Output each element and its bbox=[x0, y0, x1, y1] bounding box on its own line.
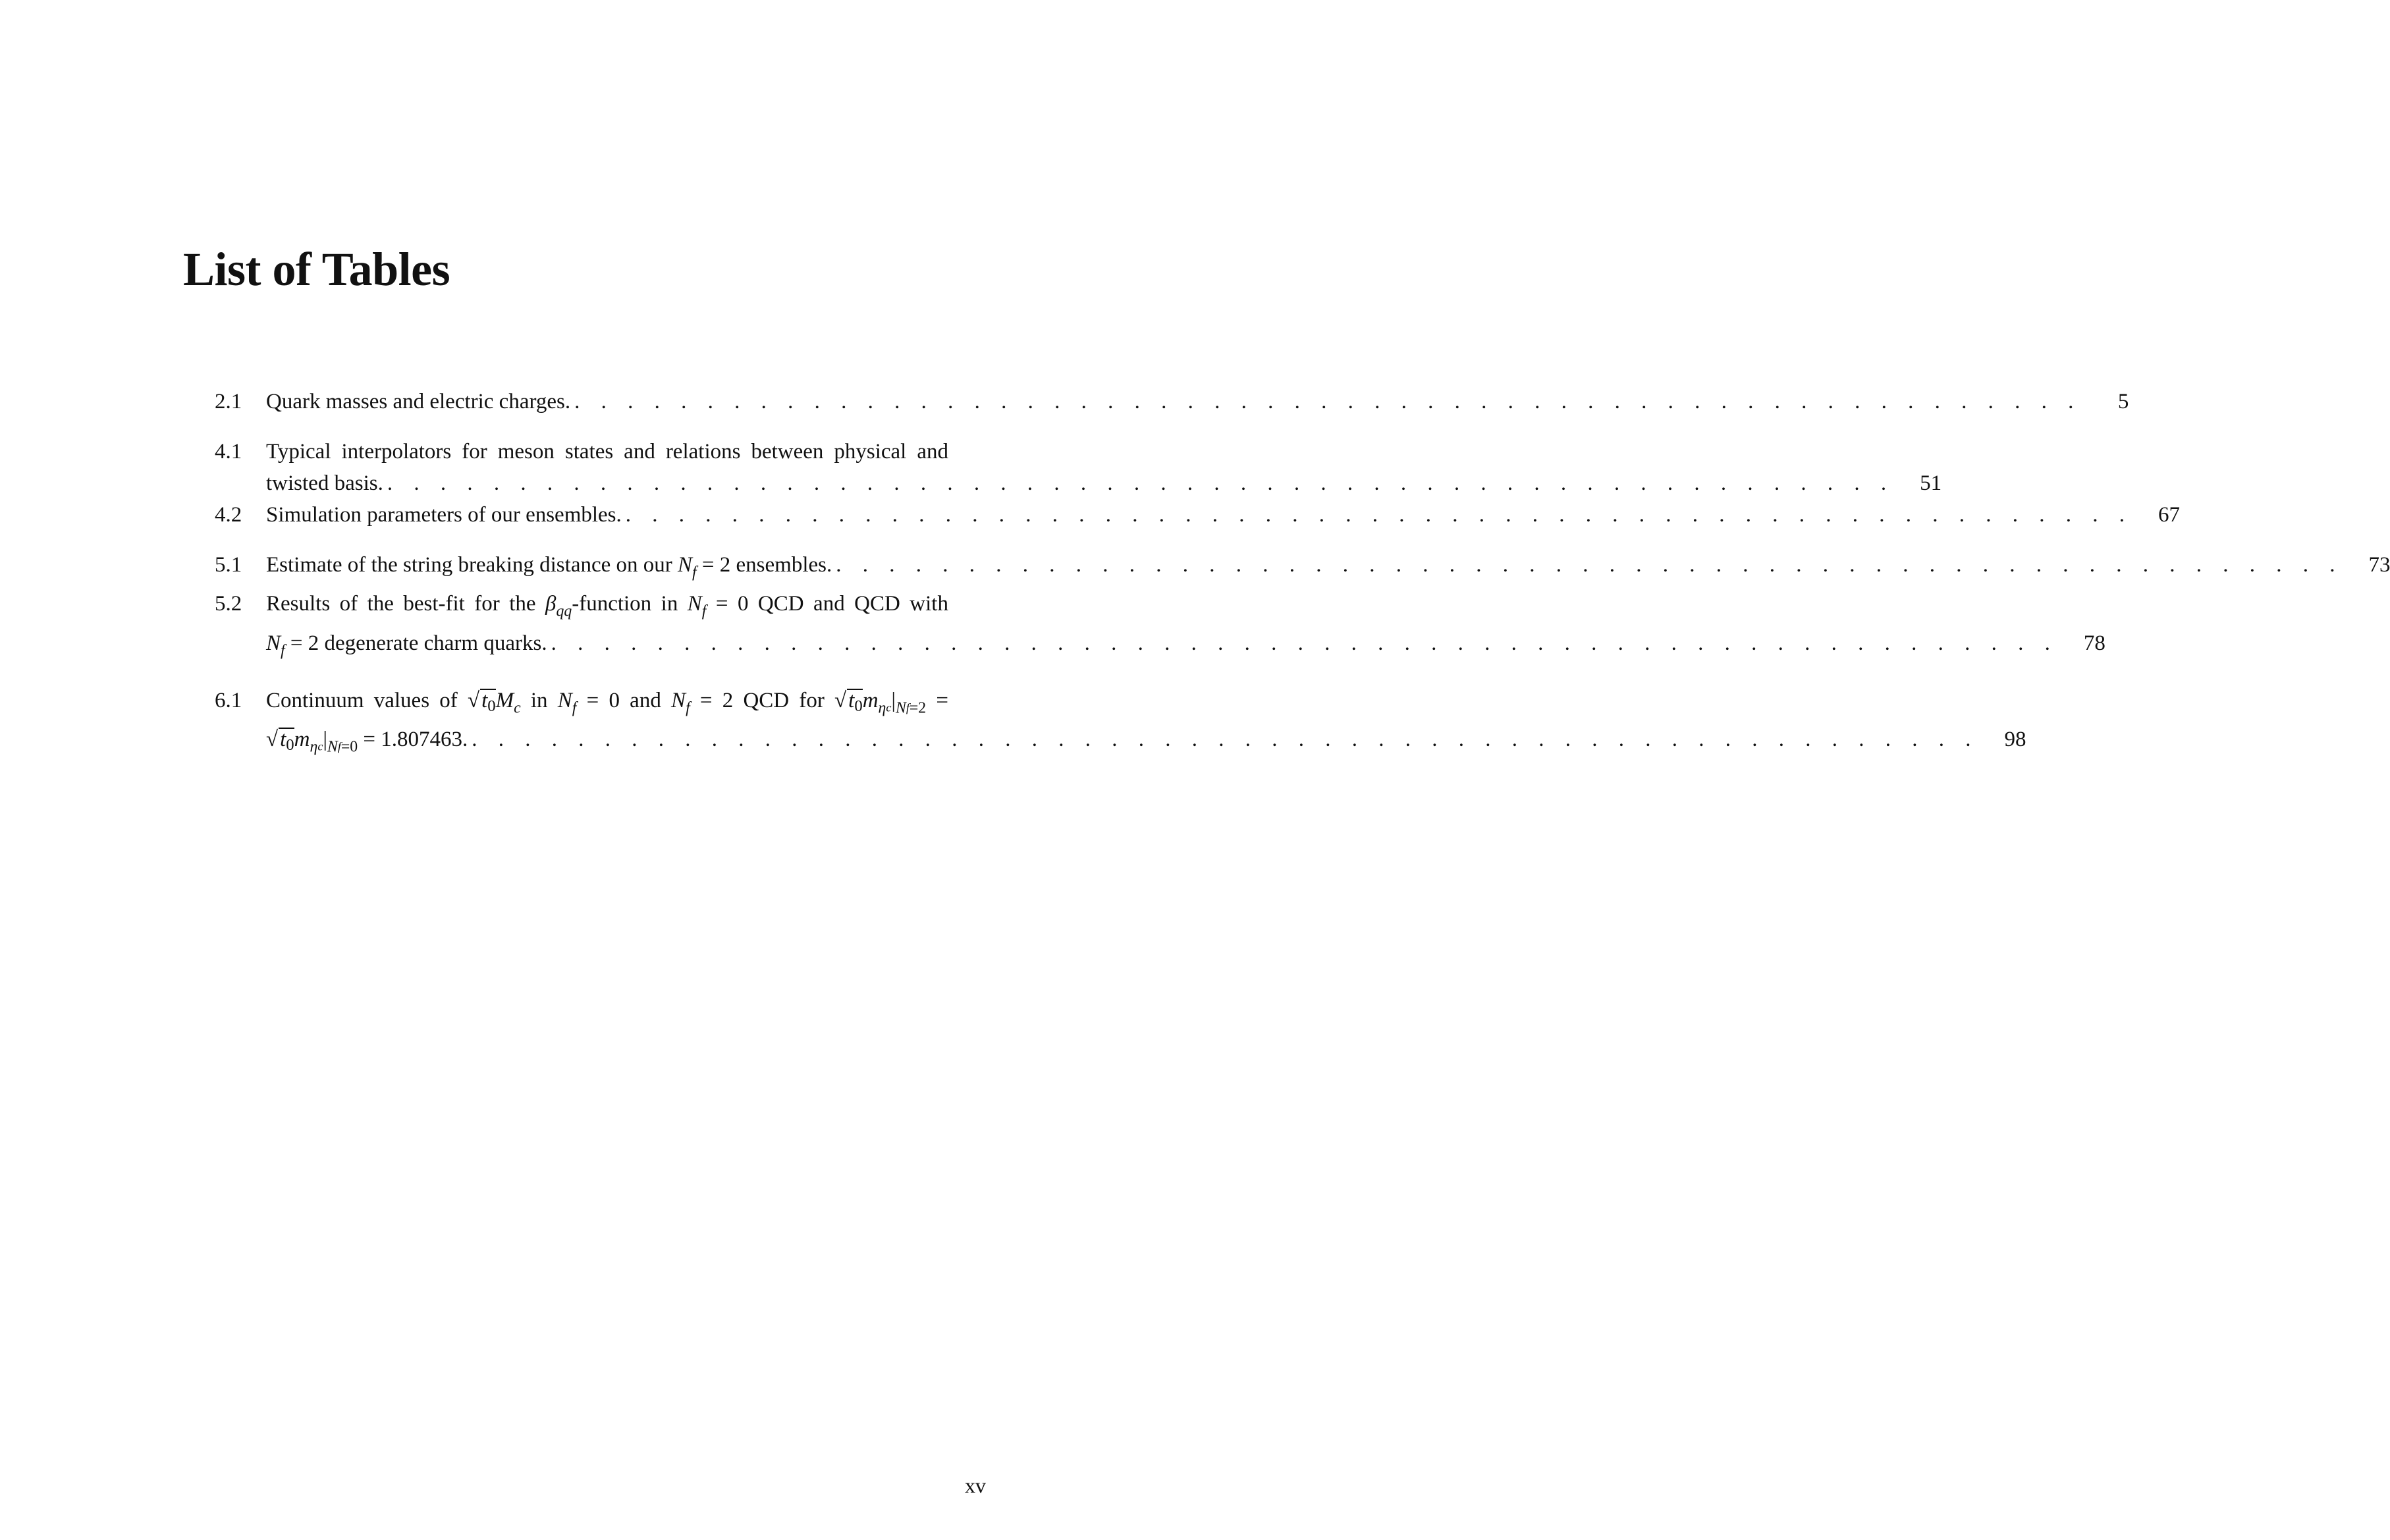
entry-title-line-1: Typical interpolators for meson states and relations between physical and bbox=[266, 440, 948, 464]
entry-page: 51 bbox=[1920, 471, 1942, 495]
dot-leader: . . . . . . . . . . . . . . . . . . . . . . . . . . . . . . . . . . . . . . . . . . . . . . . . . . . . . . . . . bbox=[625, 503, 2133, 527]
toc-entry-2-1[interactable] bbox=[215, 386, 2129, 417]
dot-leader: . . . . . . . . . . . . . . . . . . . . . . . . . . . . . . . . . . . . . . . . . . . . . . . . . . . . . . . . . bbox=[472, 728, 1979, 752]
toc-entry-4-2[interactable] bbox=[215, 499, 2181, 531]
entry-title: Estimate of the string breaking distance on our $N_f = 2$ ensembles. bbox=[266, 553, 832, 581]
table-of-contents bbox=[215, 386, 2390, 782]
entry-title-line-2: twisted basis. bbox=[266, 471, 383, 495]
dot-leader: . . . . . . . . . . . . . . . . . . . . . . . . . . . . . . . . . . . . . . . . . . . . . . . . . . . . . . . . . bbox=[387, 471, 1895, 495]
entry-number: 5.2 bbox=[215, 592, 242, 616]
entry-page: 73 bbox=[2368, 553, 2390, 577]
toc-entry-6-1[interactable] bbox=[215, 685, 2026, 763]
entry-number: 4.1 bbox=[215, 440, 242, 464]
entry-title-line-2: $N_f = 2$ degenerate charm quarks. bbox=[266, 631, 547, 659]
entry-page: 78 bbox=[2083, 631, 2105, 655]
toc-entry-4-1[interactable] bbox=[215, 436, 1942, 499]
entry-page: 5 bbox=[2117, 390, 2129, 413]
toc-entry-5-1[interactable] bbox=[215, 549, 2390, 588]
entry-title: Simulation parameters of our ensembles. bbox=[266, 503, 622, 527]
entry-number: 4.2 bbox=[215, 503, 242, 527]
entry-title-line-1: Results of the best-fit for the $\beta_{qq}$-function in $N_f = 0$ QCD and QCD with bbox=[266, 592, 948, 620]
entry-number: 5.1 bbox=[215, 553, 242, 577]
toc-group-chapter-4 bbox=[215, 436, 2181, 531]
entry-page: 67 bbox=[2158, 503, 2181, 527]
dot-leader: . . . . . . . . . . . . . . . . . . . . . . . . . . . . . . . . . . . . . . . . . . . . . . . . . . . . . . . . . bbox=[574, 390, 2082, 413]
toc-group-chapter-6 bbox=[215, 685, 2026, 763]
page-number: xv bbox=[965, 1474, 986, 1497]
toc-group-chapter-5 bbox=[215, 549, 2390, 666]
entry-title: Quark masses and electric charges. bbox=[266, 390, 571, 413]
entry-number: 2.1 bbox=[215, 390, 242, 413]
entry-title-line-2: $√t0m_{\eta c}|_{Nf=0} = 1.807463$. bbox=[266, 728, 468, 756]
entry-number: 6.1 bbox=[215, 688, 242, 712]
entry-title-line-1: Continuum values of $√t0M_c$ in $N_f = 0$ and $N_f = 2$ QCD for $√t0m_{\eta c}|_{Nf=2}$ = bbox=[266, 688, 949, 717]
toc-group-chapter-2 bbox=[215, 386, 2129, 417]
page-title: List of Tables bbox=[183, 243, 450, 296]
dot-leader: . . . . . . . . . . . . . . . . . . . . . . . . . . . . . . . . . . . . . . . . . . . . . . . . . . . . . . . . . bbox=[551, 631, 2058, 655]
dot-leader: . . . . . . . . . . . . . . . . . . . . . . . . . . . . . . . . . . . . . . . . . . . . . . . . . . . . . . . . . bbox=[836, 553, 2343, 577]
entry-page: 98 bbox=[2004, 728, 2026, 752]
toc-entry-5-2[interactable] bbox=[215, 588, 2105, 666]
